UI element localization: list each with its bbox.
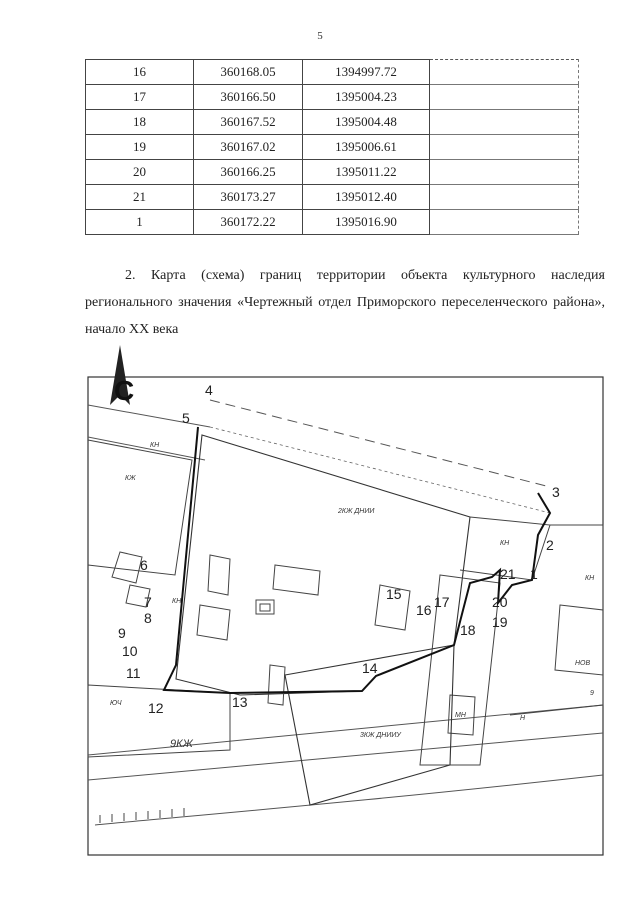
point-cell: 21 bbox=[86, 185, 194, 210]
point-cell: 1 bbox=[86, 210, 194, 235]
boundary-point-label: 9 bbox=[118, 625, 126, 641]
y-coordinate-cell: 1395004.48 bbox=[303, 110, 430, 135]
table-row bbox=[86, 160, 579, 185]
y-coordinate-cell: 1395012.40 bbox=[303, 185, 430, 210]
boundary-point-label: 18 bbox=[460, 622, 476, 638]
boundary-point-label: 14 bbox=[362, 660, 378, 676]
boundary-point-label: 5 bbox=[182, 410, 190, 426]
x-coordinate-cell: 360173.27 bbox=[194, 185, 303, 210]
boundary-point-label: 8 bbox=[144, 610, 152, 626]
point-cell: 17 bbox=[86, 85, 194, 110]
boundary-point-label: 20 bbox=[492, 594, 508, 610]
building-label: КН bbox=[585, 575, 595, 582]
boundary-point-label: 1 bbox=[530, 566, 538, 582]
building-label: Н bbox=[520, 715, 526, 722]
table-row bbox=[86, 185, 579, 210]
point-cell: 16 bbox=[86, 60, 194, 85]
y-coordinate-cell: 1395004.23 bbox=[303, 85, 430, 110]
building-label: КЖ bbox=[125, 475, 136, 482]
boundary-point-label: 17 bbox=[434, 594, 450, 610]
x-coordinate-cell: 360167.02 bbox=[194, 135, 303, 160]
empty-cell bbox=[430, 185, 579, 210]
building-label: КН bbox=[500, 540, 510, 547]
empty-cell bbox=[430, 85, 579, 110]
boundary-point-label: 3 bbox=[552, 484, 560, 500]
empty-cell bbox=[430, 135, 579, 160]
boundary-map bbox=[80, 345, 610, 865]
x-coordinate-cell: 360167.52 bbox=[194, 110, 303, 135]
boundary-point-label: 15 bbox=[386, 586, 402, 602]
boundary-point-label: 12 bbox=[148, 700, 164, 716]
boundary-point-label: 10 bbox=[122, 643, 138, 659]
y-coordinate-cell: 1395011.22 bbox=[303, 160, 430, 185]
building-label: 2КЖ ДНИИ bbox=[338, 508, 375, 515]
y-coordinate-cell: 1395006.61 bbox=[303, 135, 430, 160]
map-caption bbox=[85, 262, 605, 343]
x-coordinate-cell: 360166.25 bbox=[194, 160, 303, 185]
building-label: 9 bbox=[590, 690, 594, 697]
x-coordinate-cell: 360166.50 bbox=[194, 85, 303, 110]
page-number: 5 bbox=[317, 30, 323, 42]
building-label: КН bbox=[150, 442, 160, 449]
caption-text: 2. Карта (схема) границ территории объекта культурного наследия регионального значения «Чертежный отдел Приморского переселенческого района», начало XX века bbox=[85, 268, 605, 337]
table-row bbox=[86, 210, 579, 235]
x-coordinate-cell: 360168.05 bbox=[194, 60, 303, 85]
boundary-point-label: 2 bbox=[546, 537, 554, 553]
boundary-point-label: 4 bbox=[205, 382, 213, 398]
empty-cell bbox=[430, 160, 579, 185]
building-label: 3КЖ ДНИИУ bbox=[360, 732, 401, 739]
boundary-point-label: 19 bbox=[492, 614, 508, 630]
building-label: МН bbox=[455, 712, 466, 719]
table-row bbox=[86, 110, 579, 135]
building-label: 9КЖ bbox=[170, 738, 193, 750]
boundary-point-label: 16 bbox=[416, 602, 432, 618]
point-cell: 18 bbox=[86, 110, 194, 135]
y-coordinate-cell: 1394997.72 bbox=[303, 60, 430, 85]
boundary-point-label: 13 bbox=[232, 694, 248, 710]
table-row bbox=[86, 135, 579, 160]
empty-cell bbox=[430, 110, 579, 135]
empty-cell bbox=[430, 60, 579, 85]
north-arrow-label: С bbox=[114, 375, 135, 406]
building-label: КН bbox=[172, 598, 182, 605]
north-arrow bbox=[110, 345, 134, 406]
y-coordinate-cell: 1395016.90 bbox=[303, 210, 430, 235]
table-row bbox=[86, 85, 579, 110]
building-label: ЮЧ bbox=[110, 700, 122, 707]
boundary-point-label: 21 bbox=[500, 566, 516, 582]
boundary-point-label: 11 bbox=[126, 665, 141, 681]
x-coordinate-cell: 360172.22 bbox=[194, 210, 303, 235]
coordinates-table bbox=[85, 59, 579, 235]
empty-cell bbox=[430, 210, 579, 235]
boundary-point-label: 7 bbox=[144, 594, 152, 610]
building-label: НОВ bbox=[575, 660, 591, 667]
table-row bbox=[86, 60, 579, 85]
boundary-point-label: 6 bbox=[140, 557, 148, 573]
point-cell: 20 bbox=[86, 160, 194, 185]
point-cell: 19 bbox=[86, 135, 194, 160]
